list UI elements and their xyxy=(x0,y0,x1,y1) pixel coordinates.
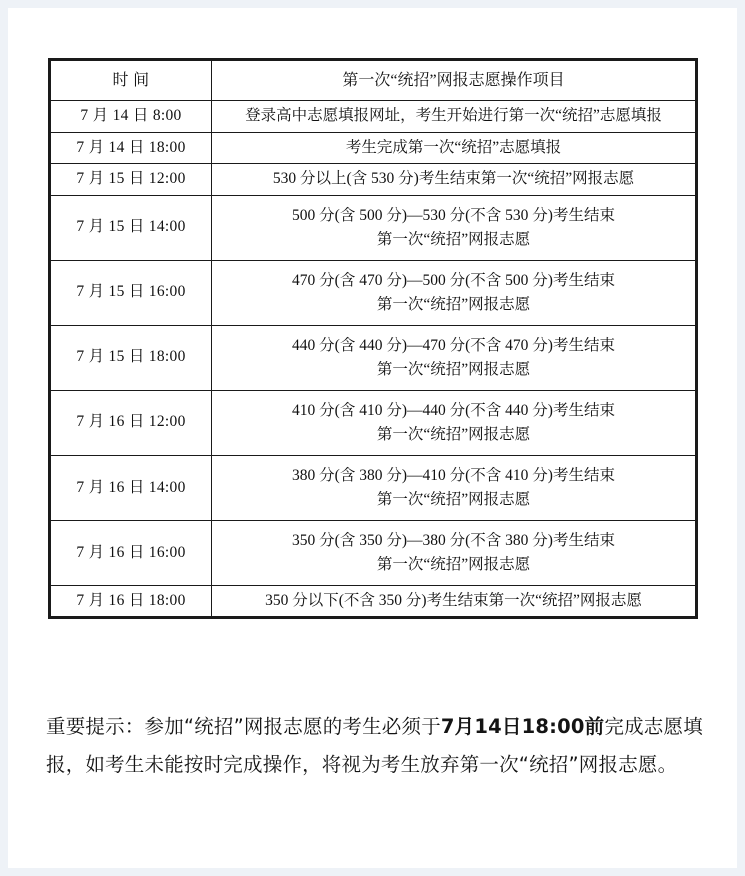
note-highlight: 7月14日18:00前 xyxy=(440,715,605,738)
table-row xyxy=(50,325,697,390)
row-item-line: 第一次“统招”网报志愿 xyxy=(376,555,531,573)
row-time: 7 月 16 日 14:00 xyxy=(50,455,212,520)
column-header-time: 时 间 xyxy=(50,60,212,101)
schedule-table-wrapper xyxy=(48,58,698,619)
note-prefix: 重要提示：参加“统招”网报志愿的考生必须于 xyxy=(46,715,441,738)
row-item xyxy=(212,164,697,195)
row-item xyxy=(212,520,697,585)
schedule-table xyxy=(48,58,698,619)
row-item-line: 470 分(含 470 分)—500 分(不含 500 分)考生结束 xyxy=(292,271,615,289)
table-row xyxy=(50,455,697,520)
table-row xyxy=(50,585,697,617)
row-item xyxy=(212,585,697,617)
note-suffix: 完成志愿填报，如考生未能按时完成操作，将视为考生放弃第一次“统招”网报志愿。 xyxy=(46,715,703,777)
row-item xyxy=(212,325,697,390)
row-item-line: 考生完成第一次“统招”志愿填报 xyxy=(345,138,562,156)
row-item-line: 500 分(含 500 分)—530 分(不含 530 分)考生结束 xyxy=(292,206,615,224)
table-row xyxy=(50,164,697,195)
row-item-line: 第一次“统招”网报志愿 xyxy=(376,425,531,443)
row-item xyxy=(212,390,697,455)
table-row xyxy=(50,195,697,260)
row-item-line: 410 分(含 410 分)—440 分(不含 440 分)考生结束 xyxy=(292,401,615,419)
row-item-line: 第一次“统招”网报志愿 xyxy=(376,360,531,378)
table-row xyxy=(50,132,697,163)
row-time: 7 月 15 日 14:00 xyxy=(50,195,212,260)
row-time: 7 月 15 日 16:00 xyxy=(50,260,212,325)
document-card xyxy=(8,8,737,868)
row-item xyxy=(212,195,697,260)
row-time: 7 月 16 日 18:00 xyxy=(50,585,212,617)
row-time: 7 月 15 日 18:00 xyxy=(50,325,212,390)
row-time: 7 月 14 日 8:00 xyxy=(50,101,212,132)
row-item xyxy=(212,260,697,325)
row-time: 7 月 16 日 16:00 xyxy=(50,520,212,585)
row-item-line: 350 分以下(不含 350 分)考生结束第一次“统招”网报志愿 xyxy=(265,591,642,609)
table-row xyxy=(50,101,697,132)
important-note xyxy=(46,708,706,784)
table-row xyxy=(50,260,697,325)
row-time: 7 月 16 日 12:00 xyxy=(50,390,212,455)
table-row xyxy=(50,520,697,585)
row-item-line: 350 分(含 350 分)—380 分(不含 380 分)考生结束 xyxy=(292,531,615,549)
row-item xyxy=(212,455,697,520)
row-time: 7 月 14 日 18:00 xyxy=(50,132,212,163)
row-item-line: 440 分(含 440 分)—470 分(不含 470 分)考生结束 xyxy=(292,336,615,354)
row-item-line: 第一次“统招”网报志愿 xyxy=(376,295,531,313)
row-item-line: 380 分(含 380 分)—410 分(不含 410 分)考生结束 xyxy=(292,466,615,484)
row-item xyxy=(212,101,697,132)
column-header-item: 第一次“统招”网报志愿操作项目 xyxy=(212,60,697,101)
row-item-line: 530 分以上(含 530 分)考生结束第一次“统招”网报志愿 xyxy=(272,170,635,188)
table-row xyxy=(50,390,697,455)
table-header-row xyxy=(50,60,697,101)
row-time: 7 月 15 日 12:00 xyxy=(50,164,212,195)
row-item-line: 第一次“统招”网报志愿 xyxy=(376,490,531,508)
row-item-line: 登录高中志愿填报网址，考生开始进行第一次“统招”志愿填报 xyxy=(245,107,662,125)
row-item-line: 第一次“统招”网报志愿 xyxy=(376,230,531,248)
row-item xyxy=(212,132,697,163)
